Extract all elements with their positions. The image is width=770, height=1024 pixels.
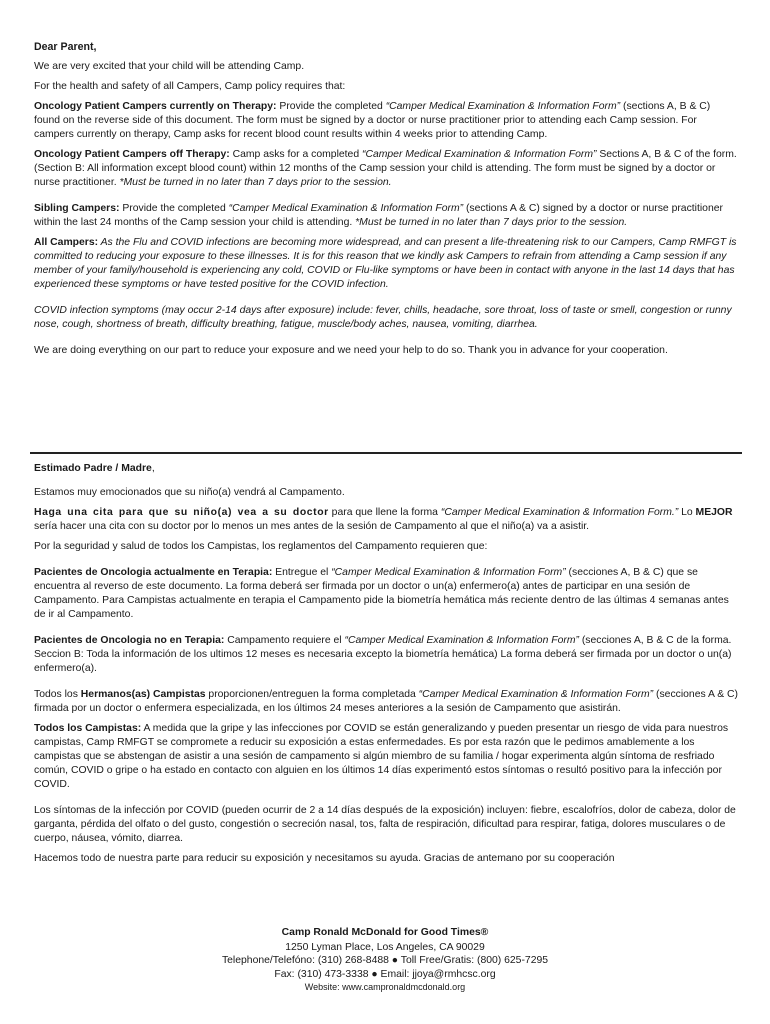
english-letter [34,40,738,364]
phone-numbers: Telephone/Telefóno: (310) 268-8488 ● Toll Free/Gratis: (800) 625-7295 [221,955,549,966]
todos-campistas-label: Todos los Campistas: [34,723,142,734]
oncology-on-therapy-paragraph: Oncology Patient Campers currently on Therapy: Provide the completed “Camper Medical Examination & Information Form” (sections A, B & C) found on the reverse side of this document. The form must be signed by a doctor or nurse practitioner prior to attending each Camp session. For campers currently on therapy, Camp asks for recent blood count results within 4 weeks prior to attending Camp. [34,101,711,140]
form-name: “Camper Medical Examination & Information Form.” [440,507,679,518]
form-name: “Camper Medical Examination & Information Form” [385,101,621,112]
website: Website: www.campronaldmcdonald.org [304,982,466,992]
spanish-intro-1: Estamos muy emocionados que su niño(a) vendrá al Campamento. [34,487,345,498]
oncologia-no-en-terapia-label: Pacientes de Oncologia no en Terapia: [34,635,225,646]
section-divider [30,452,742,454]
sintomas-covid-paragraph: Los síntomas de la infección por COVID (pueden ocurrir de 2 a 14 días después de la exposición) incluyen: fiebre, escalofríos, dolor de cabeza, dolor de garganta, pérdida del olfato o del gusto, congestión o secreción nasal, tos, falta de respiración, dificultad para respirar, fatiga, dolores musculares o de cuerpo, náusea, vómito, diarrea. [34,805,736,844]
cita-paragraph: Haga una cita para que su niño(a) vea a su doctor para que llene la forma “Camper Medical Examination & Information Form.” Lo MEJOR sería hacer una cita con su doctor por lo menos un mes antes de la sesión de Campamento al que el niño(a) va a asistir. [34,507,733,532]
oncology-off-therapy-label: Oncology Patient Campers off Therapy: [34,149,230,160]
organization-name: Camp Ronald McDonald for Good Times® [281,927,489,938]
form-name: “Camper Medical Examination & Information Form” [361,149,597,160]
form-name: “Camper Medical Examination & Information Form” [331,567,566,578]
spanish-closing: Hacemos todo de nuestra parte para reducir su exposición y necesitamos su ayuda. Gracias de antemano por su cooperación [34,853,615,864]
deadline-note: *Must be turned in no later than 7 days prior to the session. [355,217,628,228]
oncology-off-therapy-paragraph: Oncology Patient Campers off Therapy: Camp asks for a completed “Camper Medical Examination & Information Form” Sections A, B & C of the form. (Section B: All information except blood count) within 12 months of the Camp session your child is attending. The form must be signed by a doctor or nurse practitioner. *Must be turned in no later than 7 days prior to the session. [34,149,737,188]
sibling-campers-paragraph: Sibling Campers: Provide the completed “Camper Medical Examination & Information Form” (sections A & C) signed by a doctor or nurse practitioner within the last 24 months of the Camp session your child is attending. *Must be turned in no later than 7 days prior to the session. [34,203,723,228]
cita-label: Haga una cita para que su niño(a) vea a su doctor [34,507,329,518]
spanish-greeting: Estimado Padre / Madre, [34,463,155,474]
spanish-intro-2: Por la seguridad y salud de todos los Campistas, los reglamentos del Campamento requieren que: [34,541,488,552]
todos-campistas-paragraph: Todos los Campistas: A medida que la gripe y las infecciones por COVID se están generalizando y pueden presentar un riesgo de vida para nuestros campistas, Camp RMFGT se compromete a reducir su exposición a estas enfermedades. Es por esta razón que le pedimos amablemente a los campistas que se abstengan de asistir a una sesión de campamento si algún miembro de su familia / hogar experimenta algún síntoma de resfriado común, COVID o gripe o ha estado en contacto con alguien en los últimos 14 días experimentó estos síntomas o resultó positivo para la infección por COVID. [34,723,729,790]
mejor-emphasis: MEJOR [695,507,733,518]
hermanos-paragraph: Todos los Hermanos(as) Campistas proporcionen/entreguen la forma completada “Camper Medical Examination & Information Form” (secciones A & C) firmada por un doctor o enfermera especializada, en los últimos 24 meses anteriores a la sesión de Campamento que asistirán. [34,689,739,714]
oncologia-no-en-terapia-paragraph: Pacientes de Oncologia no en Terapia: Campamento requiere el “Camper Medical Examination & Information Form” (secciones A, B & C de la forma. Seccion B: Toda la información de los ultimos 12 meses es necesaria excepto la biometría hemática) La forma deberá ser firmada por un doctor o un(a) enfermero(a). [34,635,732,674]
english-greeting: Dear Parent, [34,41,97,53]
deadline-note: *Must be turned in no later than 7 days prior to the session. [119,177,392,188]
all-campers-paragraph: All Campers: As the Flu and COVID infections are becoming more widespread, and can present a life-threatening risk to our Campers, Camp RMFGT is committed to reducing your exposure to these illnesses. It is for this reason that we kindly ask Campers to refrain from attending a Camp session if any member of your family/household is experiencing any cold, COVID or Flu-like symptoms or have been in contact with anyone in the last 14 days that has experienced these symptoms or have tested positive for the COVID infection. [34,237,737,290]
fax-email: Fax: (310) 473-3338 ● Email: jjoya@rmhcsc.org [274,968,496,980]
oncologia-en-terapia-label: Pacientes de Oncologia actualmente en Terapia: [34,567,273,578]
sibling-campers-label: Sibling Campers: [34,203,120,214]
spanish-letter [34,462,738,872]
oncologia-en-terapia-paragraph: Pacientes de Oncologia actualmente en Terapia: Entregue el “Camper Medical Examination & Information Form” (secciones A, B & C) que se encuentra al reverso de este documento. La forma deberá ser firmada por un doctor o un(a) enfermero(a) antes de participar en una sesión de Campamento. Para Campistas actualmente en terapia el Campamento pide la biometría hemática más reciente dentro de las últimas 4 semanas antes de ir al Campamento. [34,567,729,620]
english-intro-2: For the health and safety of all Campers, Camp policy requires that: [34,81,346,92]
form-name: “Camper Medical Examination & Information Form” [228,203,464,214]
oncology-on-therapy-label: Oncology Patient Campers currently on Therapy: [34,101,277,112]
covid-symptoms-paragraph: COVID infection symptoms (may occur 2-14 days after exposure) include: fever, chills, headache, sore throat, loss of taste or smell, congestion or runny nose, cough, shortness of breath, difficulty breathing, fatigue, muscle/body aches, nausea, vomiting, diarrhea. [34,305,732,330]
address: 1250 Lyman Place, Los Angeles, CA 90029 [285,941,485,953]
form-name: “Camper Medical Examination & Information Form” [344,635,579,646]
hermanos-label: Hermanos(as) Campistas [80,689,206,700]
footer [0,926,770,995]
english-intro-1: We are very excited that your child will be attending Camp. [34,61,305,72]
english-closing: We are doing everything on our part to reduce your exposure and we need your help to do so. Thank you in advance for your cooperation. [34,345,668,356]
all-campers-label: All Campers: [34,237,99,248]
form-name: “Camper Medical Examination & Information Form” [418,689,654,700]
